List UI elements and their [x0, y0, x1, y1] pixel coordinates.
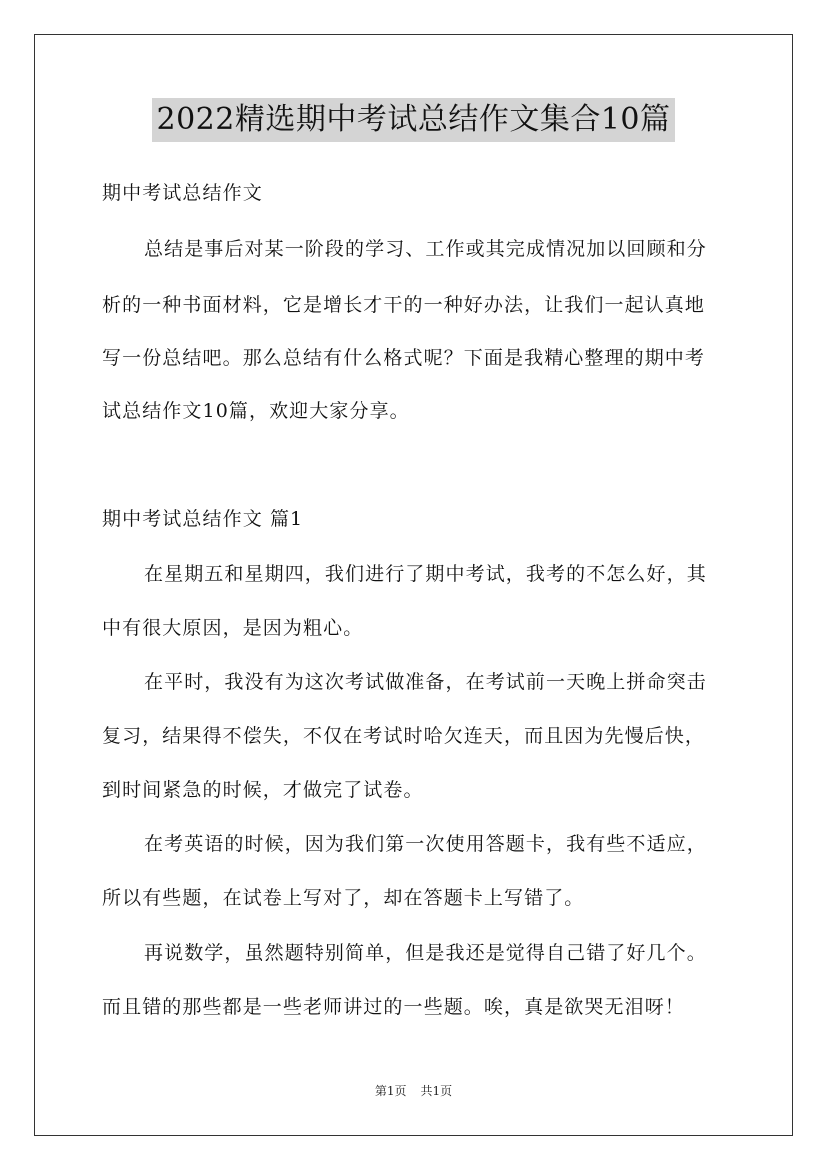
intro-line: 析的一种书面材料，它是增长才干的一种好办法，让我们一起认真地: [102, 294, 706, 316]
document-title: 2022精选期中考试总结作文集合10篇: [152, 98, 674, 142]
article-line: 在考英语的时候，因为我们第一次使用答题卡，我有些不适应，: [144, 833, 707, 855]
title-container: [0, 98, 827, 142]
article-heading: 期中考试总结作文 篇1: [102, 508, 304, 530]
article-line: 在星期五和星期四，我们进行了期中考试，我考的不怎么好，其: [144, 563, 707, 585]
page-footer: [0, 1083, 827, 1099]
article-line: 复习，结果得不偿失，不仅在考试时哈欠连天，而且因为先慢后快，: [102, 725, 706, 747]
article-line: 而且错的那些都是一些老师讲过的一些题。唉，真是欲哭无泪呀！: [102, 996, 685, 1018]
article-line: 中有很大原因，是因为粗心。: [102, 617, 364, 639]
intro-line: 试总结作文10篇，欢迎大家分享。: [102, 400, 410, 422]
article-line: 到时间紧急的时候，才做完了试卷。: [102, 779, 424, 801]
page-number: 第1页: [374, 1084, 407, 1098]
article-line: 在平时，我没有为这次考试做准备，在考试前一天晚上拼命突击: [144, 671, 707, 693]
section-heading: 期中考试总结作文: [102, 182, 263, 204]
page-total: 共1页: [420, 1084, 453, 1098]
article-line: 所以有些题，在试卷上写对了，却在答题卡上写错了。: [102, 887, 585, 909]
intro-line: 总结是事后对某一阶段的学习、工作或其完成情况加以回顾和分: [144, 238, 707, 260]
intro-line: 写一份总结吧。那么总结有什么格式呢？下面是我精心整理的期中考: [102, 347, 706, 369]
article-line: 再说数学，虽然题特别简单，但是我还是觉得自己错了好几个。: [144, 942, 707, 964]
